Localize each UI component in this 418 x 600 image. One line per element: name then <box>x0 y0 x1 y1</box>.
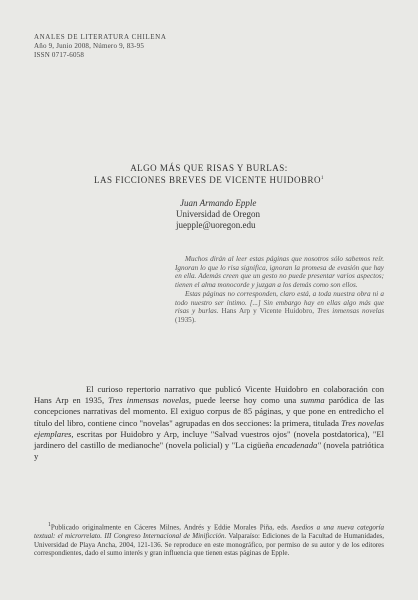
body-sentence-3: paródica de las concepciones narrativas del momento. El exiguo corpus de 85 páginas, y que pone en entredicho el título del libro, contiene cinco "novelas" agrupadas en dos secciones: la primera, titulada <box>34 395 385 428</box>
author-block <box>176 198 260 231</box>
journal-header <box>34 33 166 60</box>
footnote-marker: 1 <box>48 522 51 528</box>
body-section-title: Tres novelas ejemplares, <box>34 417 384 439</box>
body-summa: summa <box>300 395 325 406</box>
journal-issue: Año 9, Junio 2008, Número 9, 83-95 <box>34 42 145 50</box>
footnote-sentence-1: Publicado originalmente en Cáceres Milnes, Andrés y Eddie Morales Piña, eds. <box>50 523 289 532</box>
article-title-text: LAS FICCIONES BREVES DE VICENTE HUIDOBRO <box>93 175 322 185</box>
epigraph-quote-b: [...] Sin embargo hay en ellas algo más que risas y burlas. <box>175 298 385 316</box>
author-email: juepple@uoregon.edu <box>176 220 256 230</box>
journal-name: ANALES DE LITERATURA CHILENA <box>34 33 167 41</box>
title-footnote-marker: 1 <box>321 176 325 181</box>
author-affiliation: Universidad de Oregon <box>176 209 260 219</box>
body-book-title: Tres inmensas novelas, <box>108 395 192 406</box>
journal-issn: ISSN 0717-6058 <box>34 51 85 59</box>
body-sentence-2: puede leerse hoy como una <box>195 395 297 406</box>
article-title-line1: ALGO MÁS QUE RISAS Y BURLAS: <box>130 163 288 173</box>
author-name: Juan Armando Epple <box>180 198 257 208</box>
footnote <box>34 521 384 558</box>
body-encadenada: encadenada" <box>275 440 321 451</box>
body-sentence-1: El curioso repertorio narrativo que publicó Vicente Huidobro en colaboración con Hans Arp en 1935, <box>34 384 384 406</box>
epigraph-paragraph-1: Muchos dirán al leer estas páginas que nosotros sólo sabemos reír. Ignoran lo que lo risa significa, ignoran la promesa de evasión que hay en ella. Además creen que un gesto no puede presentar varios aspectos; tienen el alma monocorde y juzgan a los demás como son ellos. <box>175 255 384 290</box>
footnote-book-title: Asedios a una nueva categoría textual: el microrrelato. <box>34 523 385 540</box>
epigraph-year: (1935). <box>175 315 196 324</box>
epigraph-paragraph-2 <box>175 290 384 325</box>
article-title-line2 <box>0 175 418 185</box>
epigraph-attribution: Hans Arp y Vicente Huidobro, <box>221 307 315 316</box>
footnote-congress: III Congreso Internacional de Minificción. <box>104 531 227 540</box>
footnote-sentence-2: Valparaíso: Ediciones de la Facultad de Humanidades, Universidad de Playa Ancha, 2004, 121-136. Se reproduce en este monográfico, por permiso de su autor y de los editores correspondientes, dado el sumo interés y gran influencia que tienen estas páginas de Epple. <box>34 531 385 558</box>
epigraph-book-title: Tres inmensas novelas <box>317 307 385 316</box>
body-sentence-5: (novela patriótica y <box>34 440 384 462</box>
epigraph-quote-a: Estas páginas no corresponden, claro está, a toda nuestra obra ni a todo nuestro ser íntimo. <box>175 289 384 307</box>
epigraph <box>175 255 384 325</box>
body-sentence-4: escritas por Huidobro y Arp, incluye "Salvad vuestros ojos" (novela postdatorica), "El jardinero del castillo de medianoche" (novela policial) y "La cigüeña <box>34 428 384 451</box>
body-paragraph <box>34 384 384 462</box>
